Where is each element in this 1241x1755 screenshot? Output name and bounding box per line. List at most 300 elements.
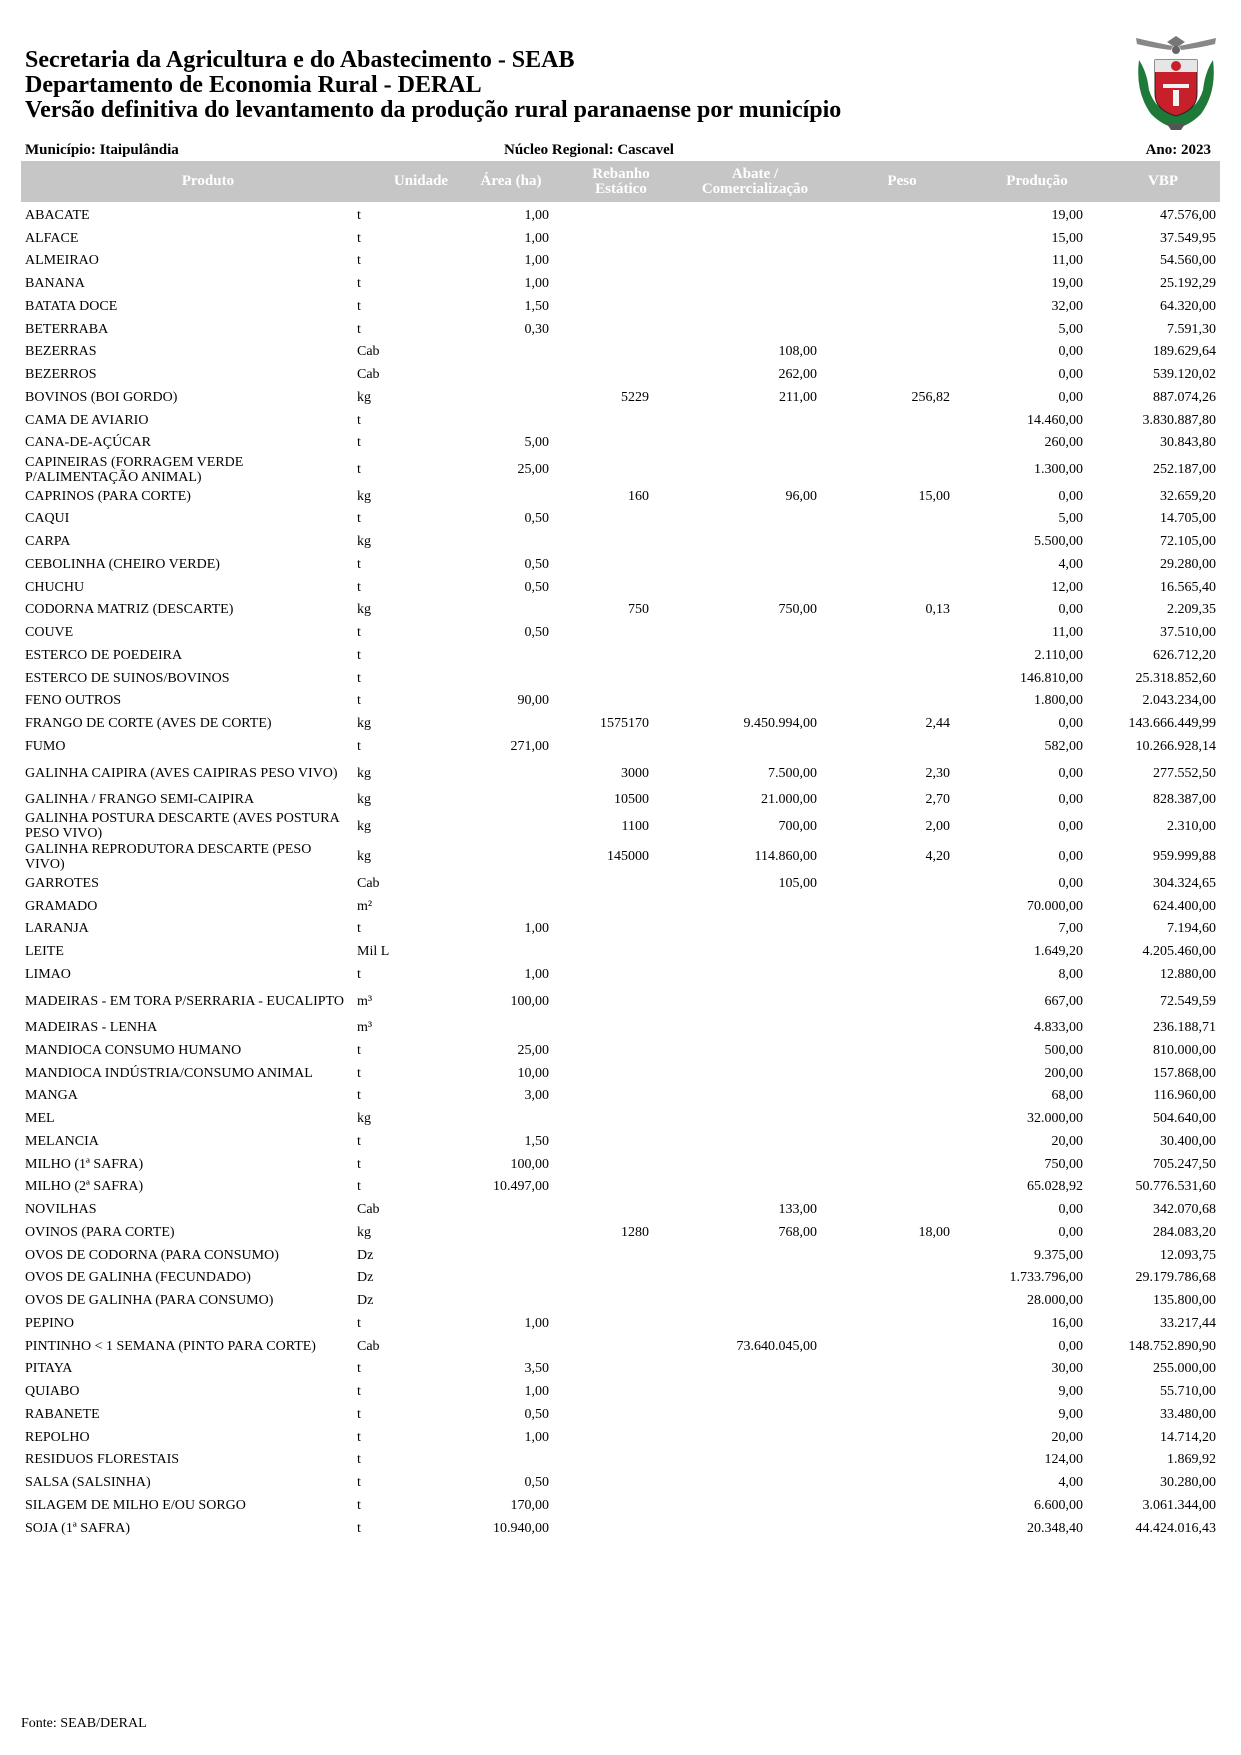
table-row bbox=[0, 1426, 1241, 1449]
cell-abate bbox=[660, 1267, 817, 1290]
cell-abate bbox=[660, 318, 817, 341]
cell-abate bbox=[660, 735, 817, 758]
cell-rebanho bbox=[560, 1335, 649, 1358]
cell-produto: QUIABO bbox=[25, 1384, 80, 1400]
cell-unidade: t bbox=[357, 1088, 361, 1104]
table-row bbox=[0, 1198, 1241, 1221]
cell-area bbox=[420, 363, 549, 386]
cell-abate bbox=[660, 1449, 817, 1472]
cell-area: 0,50 bbox=[524, 511, 549, 527]
cell-unidade: t bbox=[357, 1042, 361, 1058]
cell-vbp: 626.712,20 bbox=[1153, 647, 1216, 663]
cell-unidade: kg bbox=[357, 602, 371, 618]
cell-abate bbox=[660, 553, 817, 576]
cell-abate: 9.450.994,00 bbox=[743, 716, 817, 732]
table-row bbox=[0, 918, 1241, 941]
cell-peso bbox=[830, 508, 950, 531]
col-header-produto: Produto bbox=[181, 173, 235, 189]
cell-area bbox=[420, 1267, 549, 1290]
cell-abate bbox=[660, 986, 817, 1017]
cell-rebanho bbox=[560, 872, 649, 895]
cell-rebanho bbox=[560, 1426, 649, 1449]
cell-producao: 70.000,00 bbox=[1027, 898, 1083, 914]
cell-abate bbox=[660, 621, 817, 644]
cell-peso bbox=[830, 1289, 950, 1312]
cell-peso bbox=[830, 576, 950, 599]
table-row bbox=[0, 432, 1241, 455]
table-row bbox=[0, 1107, 1241, 1130]
cell-vbp: 12.880,00 bbox=[1160, 966, 1216, 982]
document-header bbox=[25, 48, 841, 123]
cell-producao: 0,00 bbox=[1058, 389, 1083, 405]
cell-abate bbox=[660, 204, 817, 227]
cell-peso bbox=[830, 318, 950, 341]
cell-area: 1,50 bbox=[524, 1133, 549, 1149]
cell-peso bbox=[830, 963, 950, 986]
cell-produto: CAQUI bbox=[25, 511, 70, 527]
cell-vbp: 30.843,80 bbox=[1160, 435, 1216, 451]
cell-peso bbox=[830, 341, 950, 364]
header-line-2: Departamento de Economia Rural - DERAL bbox=[25, 72, 482, 98]
cell-vbp: 4.205.460,00 bbox=[1142, 944, 1216, 960]
table-row bbox=[0, 872, 1241, 895]
cell-unidade: kg bbox=[357, 765, 371, 781]
cell-producao: 0,00 bbox=[1058, 1224, 1083, 1240]
cell-unidade: t bbox=[357, 670, 361, 686]
cell-abate bbox=[660, 454, 817, 485]
cell-area: 100,00 bbox=[510, 1156, 549, 1172]
cell-producao: 0,00 bbox=[1058, 1202, 1083, 1218]
cell-unidade: t bbox=[357, 1179, 361, 1195]
cell-abate bbox=[660, 1039, 817, 1062]
cell-unidade: t bbox=[357, 1429, 361, 1445]
cell-producao: 20,00 bbox=[1051, 1429, 1083, 1445]
cell-producao: 11,00 bbox=[1052, 625, 1083, 641]
cell-rebanho bbox=[560, 432, 649, 455]
cell-rebanho bbox=[560, 1176, 649, 1199]
cell-area bbox=[420, 1107, 549, 1130]
cell-unidade: m² bbox=[357, 898, 373, 914]
cell-unidade: t bbox=[357, 1361, 361, 1377]
cell-producao: 582,00 bbox=[1044, 738, 1083, 754]
cell-rebanho: 10500 bbox=[614, 792, 649, 808]
cell-rebanho: 5229 bbox=[621, 389, 649, 405]
cell-vbp: 3.061.344,00 bbox=[1142, 1497, 1216, 1513]
cell-abate bbox=[660, 576, 817, 599]
col-header-rebanho bbox=[561, 161, 681, 202]
cell-produto: MADEIRAS - EM TORA P/SERRARIA - EUCALIPTO bbox=[25, 993, 344, 1009]
cell-produto: FENO OUTROS bbox=[25, 693, 122, 709]
cell-rebanho bbox=[560, 895, 649, 918]
cell-peso bbox=[830, 1244, 950, 1267]
cell-vbp: 148.752.890,90 bbox=[1128, 1338, 1216, 1354]
cell-area bbox=[420, 712, 549, 735]
cell-unidade: t bbox=[357, 625, 361, 641]
cell-abate bbox=[660, 1289, 817, 1312]
cell-vbp: 30.400,00 bbox=[1160, 1133, 1216, 1149]
table-row bbox=[0, 758, 1241, 789]
cell-producao: 11,00 bbox=[1052, 253, 1083, 269]
cell-producao: 500,00 bbox=[1044, 1042, 1083, 1058]
table-row bbox=[0, 667, 1241, 690]
cell-produto: OVOS DE GALINHA (PARA CONSUMO) bbox=[25, 1293, 274, 1309]
cell-rebanho bbox=[560, 1312, 649, 1335]
cell-producao: 0,00 bbox=[1058, 765, 1083, 781]
cell-area bbox=[420, 758, 549, 789]
cell-unidade: Dz bbox=[357, 1247, 374, 1263]
table-row bbox=[0, 272, 1241, 295]
cell-rebanho bbox=[560, 1016, 649, 1039]
cell-producao: 9,00 bbox=[1058, 1406, 1083, 1422]
table-row bbox=[0, 1403, 1241, 1426]
table-row bbox=[0, 485, 1241, 508]
cell-area: 1,00 bbox=[524, 276, 549, 292]
cell-rebanho bbox=[560, 940, 649, 963]
cell-area bbox=[420, 1289, 549, 1312]
cell-produto: OVOS DE GALINHA (FECUNDADO) bbox=[25, 1270, 251, 1286]
cell-producao: 1.800,00 bbox=[1034, 693, 1083, 709]
cell-rebanho bbox=[560, 1244, 649, 1267]
cell-rebanho bbox=[560, 553, 649, 576]
cell-vbp: 810.000,00 bbox=[1153, 1042, 1216, 1058]
cell-abate: 768,00 bbox=[778, 1224, 817, 1240]
table-row bbox=[0, 1176, 1241, 1199]
cell-abate bbox=[660, 1517, 817, 1540]
cell-producao: 0,00 bbox=[1058, 792, 1083, 808]
cell-peso: 18,00 bbox=[918, 1224, 950, 1240]
cell-area bbox=[420, 788, 549, 811]
table-row bbox=[0, 1267, 1241, 1290]
cell-peso bbox=[830, 1380, 950, 1403]
cell-peso bbox=[830, 409, 950, 432]
cell-peso bbox=[830, 1426, 950, 1449]
cell-area: 0,30 bbox=[524, 321, 549, 337]
cell-unidade: kg bbox=[357, 488, 371, 504]
cell-produto: ABACATE bbox=[25, 207, 90, 223]
cell-area: 271,00 bbox=[510, 738, 549, 754]
cell-produto: CODORNA MATRIZ (DESCARTE) bbox=[25, 602, 234, 618]
cell-unidade: t bbox=[357, 966, 361, 982]
cell-area bbox=[420, 667, 549, 690]
cell-produto: SALSA (SALSINHA) bbox=[25, 1475, 151, 1491]
cell-vbp: 1.869,92 bbox=[1167, 1452, 1216, 1468]
cell-rebanho bbox=[560, 667, 649, 690]
cell-produto: FRANGO DE CORTE (AVES DE CORTE) bbox=[25, 716, 272, 732]
cell-rebanho bbox=[560, 918, 649, 941]
cell-unidade: t bbox=[357, 230, 361, 246]
cell-rebanho bbox=[560, 1403, 649, 1426]
cell-area bbox=[420, 409, 549, 432]
table-row bbox=[0, 1244, 1241, 1267]
cell-peso: 0,13 bbox=[925, 602, 950, 618]
cell-producao: 0,00 bbox=[1058, 602, 1083, 618]
table-row bbox=[0, 842, 1241, 873]
cell-produto: MANDIOCA INDÚSTRIA/CONSUMO ANIMAL bbox=[25, 1065, 313, 1081]
cell-area: 0,50 bbox=[524, 556, 549, 572]
cell-area: 1,00 bbox=[524, 230, 549, 246]
cell-peso bbox=[830, 432, 950, 455]
cell-rebanho bbox=[560, 690, 649, 713]
cell-abate bbox=[660, 1426, 817, 1449]
cell-peso bbox=[830, 735, 950, 758]
cell-unidade: t bbox=[357, 435, 361, 451]
cell-peso bbox=[830, 940, 950, 963]
cell-area bbox=[420, 940, 549, 963]
cell-peso bbox=[830, 1107, 950, 1130]
cell-area bbox=[420, 644, 549, 667]
table-row bbox=[0, 1380, 1241, 1403]
cell-abate bbox=[660, 918, 817, 941]
cell-unidade: kg bbox=[357, 389, 371, 405]
cell-abate: 7.500,00 bbox=[768, 765, 817, 781]
cell-abate: 750,00 bbox=[778, 602, 817, 618]
source-footer: Fonte: SEAB/DERAL bbox=[21, 1716, 147, 1731]
cell-area bbox=[420, 1244, 549, 1267]
cell-vbp: 37.510,00 bbox=[1160, 625, 1216, 641]
cell-area: 0,50 bbox=[524, 579, 549, 595]
col-header-peso: Peso bbox=[887, 173, 917, 189]
cell-rebanho bbox=[560, 621, 649, 644]
cell-peso bbox=[830, 530, 950, 553]
cell-unidade: t bbox=[357, 1315, 361, 1331]
table-row bbox=[0, 963, 1241, 986]
cell-peso bbox=[830, 272, 950, 295]
cell-producao: 200,00 bbox=[1044, 1065, 1083, 1081]
cell-producao: 5,00 bbox=[1058, 511, 1083, 527]
cell-unidade: t bbox=[357, 1384, 361, 1400]
cell-peso: 4,20 bbox=[925, 849, 950, 865]
cell-produto: GRAMADO bbox=[25, 898, 98, 914]
cell-area bbox=[420, 1016, 549, 1039]
table-row bbox=[0, 621, 1241, 644]
cell-unidade: t bbox=[357, 693, 361, 709]
cell-peso bbox=[830, 895, 950, 918]
cell-rebanho: 145000 bbox=[607, 849, 649, 865]
cell-rebanho bbox=[560, 341, 649, 364]
cell-producao: 1.300,00 bbox=[1034, 462, 1083, 477]
cell-unidade: kg bbox=[357, 792, 371, 808]
table-row bbox=[0, 386, 1241, 409]
cell-area: 1,00 bbox=[524, 966, 549, 982]
cell-rebanho bbox=[560, 204, 649, 227]
table-row bbox=[0, 735, 1241, 758]
cell-rebanho: 1575170 bbox=[600, 716, 649, 732]
cell-abate bbox=[660, 1494, 817, 1517]
municipio-label: Município: Itaipulândia bbox=[25, 142, 179, 158]
col-header-abate bbox=[665, 161, 845, 202]
cell-rebanho bbox=[560, 454, 649, 485]
cell-peso bbox=[830, 250, 950, 273]
cell-vbp: 72.105,00 bbox=[1160, 534, 1216, 550]
cell-rebanho bbox=[560, 250, 649, 273]
cell-peso bbox=[830, 1153, 950, 1176]
cell-producao: 65.028,92 bbox=[1027, 1179, 1083, 1195]
ano-label: Ano: 2023 bbox=[1145, 142, 1211, 158]
table-row bbox=[0, 1039, 1241, 1062]
cell-unidade: t bbox=[357, 462, 361, 477]
cell-unidade: Dz bbox=[357, 1293, 374, 1309]
cell-rebanho bbox=[560, 1062, 649, 1085]
cell-rebanho bbox=[560, 1380, 649, 1403]
cell-unidade: t bbox=[357, 253, 361, 269]
cell-rebanho: 160 bbox=[628, 488, 649, 504]
cell-area bbox=[420, 1198, 549, 1221]
cell-unidade: t bbox=[357, 1452, 361, 1468]
cell-vbp: 50.776.531,60 bbox=[1135, 1179, 1216, 1195]
cell-produto: MEL bbox=[25, 1111, 55, 1127]
cell-produto: RESIDUOS FLORESTAIS bbox=[25, 1452, 180, 1468]
table-row bbox=[0, 811, 1241, 842]
cell-vbp: 135.800,00 bbox=[1153, 1293, 1216, 1309]
cell-producao: 0,00 bbox=[1058, 818, 1083, 834]
cell-area: 1,00 bbox=[524, 253, 549, 269]
cell-peso bbox=[830, 204, 950, 227]
cell-producao: 19,00 bbox=[1051, 207, 1083, 223]
table-row bbox=[0, 1085, 1241, 1108]
cell-abate bbox=[660, 895, 817, 918]
cell-abate: 262,00 bbox=[778, 367, 817, 383]
cell-producao: 15,00 bbox=[1051, 230, 1083, 246]
cell-rebanho bbox=[560, 1153, 649, 1176]
cell-abate: 700,00 bbox=[778, 818, 817, 834]
cell-produto: BATATA DOCE bbox=[25, 298, 118, 314]
cell-produto: BOVINOS (BOI GORDO) bbox=[25, 389, 178, 405]
cell-area: 1,00 bbox=[524, 921, 549, 937]
cell-vbp: 255.000,00 bbox=[1153, 1361, 1216, 1377]
cell-vbp: 14.705,00 bbox=[1160, 511, 1216, 527]
cell-peso: 2,44 bbox=[925, 716, 950, 732]
cell-vbp: 252.187,00 bbox=[1153, 462, 1216, 477]
cell-peso bbox=[830, 1358, 950, 1381]
cell-vbp: 29.280,00 bbox=[1160, 556, 1216, 572]
cell-area: 1,00 bbox=[524, 207, 549, 223]
cell-produto: CAMA DE AVIARIO bbox=[25, 412, 149, 428]
cell-area: 25,00 bbox=[517, 1042, 549, 1058]
cell-produto: RABANETE bbox=[25, 1406, 100, 1422]
cell-produto: COUVE bbox=[25, 625, 74, 641]
cell-produto: CARPA bbox=[25, 534, 71, 550]
cell-producao: 28.000,00 bbox=[1027, 1293, 1083, 1309]
cell-unidade: Cab bbox=[357, 344, 380, 360]
cell-peso: 256,82 bbox=[911, 389, 950, 405]
cell-unidade: t bbox=[357, 1133, 361, 1149]
cell-unidade: kg bbox=[357, 534, 371, 550]
cell-produto: MILHO (2ª SAFRA) bbox=[25, 1179, 144, 1195]
cell-producao: 12,00 bbox=[1051, 579, 1083, 595]
cell-rebanho: 1280 bbox=[621, 1224, 649, 1240]
cell-area: 5,00 bbox=[524, 435, 549, 451]
cell-abate bbox=[660, 1176, 817, 1199]
table-row bbox=[0, 1358, 1241, 1381]
table-row bbox=[0, 409, 1241, 432]
nucleo-regional-label: Núcleo Regional: Cascavel bbox=[504, 142, 674, 158]
cell-rebanho bbox=[560, 1039, 649, 1062]
table-row bbox=[0, 1335, 1241, 1358]
cell-produto: CHUCHU bbox=[25, 579, 85, 595]
cell-produto: CAPRINOS (PARA CORTE) bbox=[25, 488, 191, 504]
cell-rebanho bbox=[560, 363, 649, 386]
table-row bbox=[0, 363, 1241, 386]
cell-rebanho bbox=[560, 1471, 649, 1494]
cell-abate bbox=[660, 1016, 817, 1039]
table-row bbox=[0, 295, 1241, 318]
cell-vbp: 33.480,00 bbox=[1160, 1406, 1216, 1422]
cell-vbp: 959.999,88 bbox=[1153, 849, 1216, 865]
cell-producao: 32.000,00 bbox=[1027, 1111, 1083, 1127]
cell-producao: 68,00 bbox=[1051, 1088, 1083, 1104]
cell-abate: 21.000,00 bbox=[761, 792, 817, 808]
cell-area: 100,00 bbox=[510, 993, 549, 1009]
cell-peso bbox=[830, 1517, 950, 1540]
cell-produto: LEITE bbox=[25, 944, 64, 960]
cell-producao: 750,00 bbox=[1044, 1156, 1083, 1172]
cell-rebanho bbox=[560, 1085, 649, 1108]
cell-produto: GALINHA / FRANGO SEMI-CAIPIRA bbox=[25, 792, 255, 808]
cell-vbp: 55.710,00 bbox=[1160, 1384, 1216, 1400]
cell-area bbox=[420, 811, 549, 842]
cell-peso bbox=[830, 295, 950, 318]
cell-unidade: t bbox=[357, 1475, 361, 1491]
cell-rebanho bbox=[560, 986, 649, 1017]
cell-area: 0,50 bbox=[524, 625, 549, 641]
cell-peso bbox=[830, 1130, 950, 1153]
cell-producao: 9,00 bbox=[1058, 1384, 1083, 1400]
cell-area: 3,50 bbox=[524, 1361, 549, 1377]
table-row bbox=[0, 553, 1241, 576]
cell-produto: FUMO bbox=[25, 738, 66, 754]
cell-peso bbox=[830, 1176, 950, 1199]
cell-abate bbox=[660, 508, 817, 531]
cell-vbp: 504.640,00 bbox=[1153, 1111, 1216, 1127]
cell-produto: CAPINEIRAS (FORRAGEM VERDE P/ALIMENTAÇÃO ANIMAL) bbox=[25, 454, 244, 485]
cell-area: 1,00 bbox=[524, 1384, 549, 1400]
cell-producao: 16,00 bbox=[1051, 1315, 1083, 1331]
cell-unidade: Mil L bbox=[357, 944, 390, 960]
cell-abate bbox=[660, 1244, 817, 1267]
cell-peso bbox=[830, 1449, 950, 1472]
cell-unidade: t bbox=[357, 1065, 361, 1081]
cell-rebanho bbox=[560, 295, 649, 318]
table-row bbox=[0, 1130, 1241, 1153]
header-line-1: Secretaria da Agricultura e do Abastecimento - SEAB bbox=[25, 47, 575, 73]
cell-produto: ALFACE bbox=[25, 230, 79, 246]
cell-unidade: Dz bbox=[357, 1270, 374, 1286]
cell-producao: 32,00 bbox=[1051, 298, 1083, 314]
cell-vbp: 25.318.852,60 bbox=[1135, 670, 1216, 686]
cell-rebanho: 750 bbox=[628, 602, 649, 618]
cell-unidade: t bbox=[357, 579, 361, 595]
cell-peso bbox=[830, 1403, 950, 1426]
table-row bbox=[0, 576, 1241, 599]
cell-area bbox=[420, 895, 549, 918]
cell-unidade: kg bbox=[357, 1224, 371, 1240]
cell-abate bbox=[660, 1085, 817, 1108]
cell-produto: GALINHA REPRODUTORA DESCARTE (PESO VIVO) bbox=[25, 841, 312, 872]
cell-produto: BEZERROS bbox=[25, 367, 97, 383]
cell-rebanho: 3000 bbox=[621, 765, 649, 781]
cell-abate bbox=[660, 1153, 817, 1176]
cell-peso bbox=[830, 644, 950, 667]
cell-vbp: 284.083,20 bbox=[1153, 1224, 1216, 1240]
cell-vbp: 44.424.016,43 bbox=[1135, 1520, 1216, 1536]
cell-producao: 20.348,40 bbox=[1027, 1520, 1083, 1536]
cell-vbp: 2.043.234,00 bbox=[1142, 693, 1216, 709]
cell-rebanho bbox=[560, 1289, 649, 1312]
cell-vbp: 143.666.449,99 bbox=[1128, 716, 1216, 732]
cell-vbp: 16.565,40 bbox=[1160, 579, 1216, 595]
cell-produto: MANDIOCA CONSUMO HUMANO bbox=[25, 1042, 242, 1058]
cell-abate bbox=[660, 272, 817, 295]
